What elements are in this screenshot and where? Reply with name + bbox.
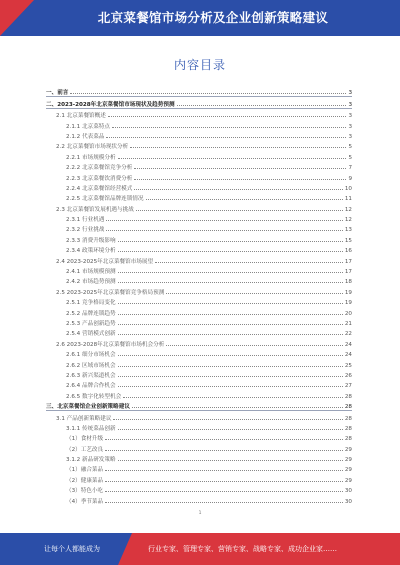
toc-dot-leader <box>177 104 347 106</box>
toc-entry-page: 28 <box>344 436 352 443</box>
toc-entry-title: （2）工艺改良 <box>66 446 104 453</box>
toc-entry[interactable] <box>46 411 352 421</box>
toc-entry[interactable] <box>46 223 352 233</box>
toc-entry-title: （1）食材升级 <box>66 436 104 443</box>
toc-entry[interactable] <box>46 161 352 171</box>
toc-entry[interactable] <box>46 494 352 504</box>
toc-entry[interactable] <box>46 369 352 379</box>
toc-dot-leader <box>123 396 343 398</box>
toc-entry-title: 2.3.3 消费升级影响 <box>66 237 116 244</box>
toc-entry-title: 2.5.1 竞争格局变化 <box>66 300 116 307</box>
toc-dot-leader <box>118 333 343 335</box>
toc-entry-title: 2.6 2023-2028年北京菜餐馆市场机会分析 <box>56 341 165 348</box>
toc-entry-page: 3 <box>348 123 352 130</box>
toc-dot-leader <box>118 385 343 387</box>
toc-entry-title: 3.1.1 传统菜品创新 <box>66 425 116 432</box>
toc-entry-page: 19 <box>344 300 352 307</box>
toc-entry[interactable] <box>46 337 352 347</box>
toc-dot-leader <box>134 178 346 180</box>
toc-entry-page: 9 <box>348 175 352 182</box>
toc-dot-leader <box>105 449 343 451</box>
toc-entry-title: 2.5.3 产品创新趋势 <box>66 320 116 327</box>
toc-entry-title: 2.6.3 新兴渠道机会 <box>66 372 116 379</box>
toc-dot-leader <box>118 250 343 252</box>
toc-entry-title: 2.6.2 区域市场机会 <box>66 362 116 369</box>
toc-entry[interactable] <box>46 285 352 295</box>
toc-entry-title: 2.3.4 政策环境分析 <box>66 248 116 255</box>
toc-dot-leader <box>118 313 343 315</box>
toc-dot-leader <box>105 501 343 503</box>
toc-entry[interactable] <box>46 306 352 316</box>
toc-dot-leader <box>118 302 343 304</box>
toc-entry[interactable] <box>46 109 352 119</box>
toc-entry-title: 2.6.4 品牌合作机会 <box>66 383 116 390</box>
toc-dot-leader <box>105 469 343 471</box>
table-of-contents <box>46 86 352 505</box>
toc-entry-title: 二、2023-2028年北京菜餐馆市场现状及趋势预测 <box>46 101 175 108</box>
toc-dot-leader <box>132 406 343 408</box>
toc-entry[interactable] <box>46 432 352 442</box>
toc-entry[interactable] <box>46 442 352 452</box>
toc-entry-page: 3 <box>348 113 352 120</box>
toc-entry-title: 2.1.2 代表菜品 <box>66 133 105 140</box>
toc-dot-leader <box>108 115 347 117</box>
footer-blue-band <box>0 533 132 565</box>
toc-entry-page: 10 <box>344 185 352 192</box>
toc-dot-leader <box>113 418 342 420</box>
toc-entry[interactable] <box>46 463 352 473</box>
page-footer <box>0 533 400 565</box>
toc-entry-title: （2）健康菜品 <box>66 477 104 484</box>
toc-entry-page: 29 <box>344 457 352 464</box>
toc-dot-leader <box>118 354 343 356</box>
toc-entry[interactable] <box>46 171 352 181</box>
toc-entry-title: 2.2.2 北京菜餐馆竞争分析 <box>66 165 133 172</box>
toc-entry-title: 2.2 北京菜餐馆市场现状分析 <box>56 144 129 151</box>
toc-dot-leader <box>70 92 346 94</box>
toc-entry-page: 28 <box>344 393 352 400</box>
toc-entry[interactable] <box>46 202 352 212</box>
toc-entry-title: （3）特色小吃 <box>66 488 104 495</box>
toc-dot-leader <box>118 281 343 283</box>
toc-entry-title: 一、前言 <box>46 90 69 97</box>
header-red-accent <box>0 0 34 36</box>
toc-entry-title: 2.2.3 北京菜餐饮消费分析 <box>66 175 133 182</box>
toc-dot-leader <box>106 229 342 231</box>
toc-entry-page: 11 <box>344 196 352 203</box>
toc-entry-page: 16 <box>344 248 352 255</box>
toc-dot-leader <box>118 323 343 325</box>
toc-entry-page: 28 <box>344 425 352 432</box>
toc-entry[interactable] <box>46 182 352 192</box>
toc-entry-title: 2.5 2023-2025年北京菜餐馆竞争格局预测 <box>56 289 165 296</box>
toc-dot-leader <box>118 157 347 159</box>
toc-entry[interactable] <box>46 296 352 306</box>
toc-entry-page: 24 <box>344 341 352 348</box>
toc-entry-title: 2.2.1 市场规模分析 <box>66 154 116 161</box>
toc-entry-page: 5 <box>348 144 352 151</box>
toc-entry[interactable] <box>46 97 352 108</box>
toc-dot-leader <box>166 292 343 294</box>
toc-entry-page: 28 <box>344 404 352 411</box>
toc-entry[interactable] <box>46 358 352 368</box>
toc-entry[interactable] <box>46 453 352 463</box>
toc-entry[interactable] <box>46 130 352 140</box>
toc-entry-title: （1）融合菜品 <box>66 467 104 474</box>
toc-entry-page: 17 <box>344 269 352 276</box>
toc-entry[interactable] <box>46 213 352 223</box>
toc-dot-leader <box>105 490 343 492</box>
toc-entry-page: 3 <box>348 90 352 97</box>
toc-dot-leader <box>134 188 343 190</box>
toc-entry[interactable] <box>46 265 352 275</box>
toc-dot-leader <box>118 428 343 430</box>
toc-entry-page: 3 <box>348 133 352 140</box>
toc-entry-title: 3.1 产品创新策略建议 <box>56 415 112 422</box>
toc-entry[interactable] <box>46 86 352 97</box>
toc-entry-title: 2.5.4 营销模式创新 <box>66 331 116 338</box>
toc-dot-leader <box>105 480 343 482</box>
toc-dot-leader <box>118 365 343 367</box>
toc-entry-page: 25 <box>344 362 352 369</box>
toc-entry[interactable] <box>46 327 352 337</box>
toc-entry[interactable] <box>46 244 352 254</box>
toc-entry-page: 29 <box>344 446 352 453</box>
footer-slogan-right: 行业专家、管理专家、营销专家、战略专家、成功企业家…… <box>148 545 337 553</box>
toc-entry-page: 12 <box>344 217 352 224</box>
toc-entry[interactable] <box>46 484 352 494</box>
toc-dot-leader <box>106 136 346 138</box>
toc-dot-leader <box>105 438 343 440</box>
toc-entry-page: 13 <box>344 227 352 234</box>
toc-entry-page: 26 <box>344 372 352 379</box>
toc-entry[interactable] <box>46 254 352 264</box>
toc-entry-page: 18 <box>344 279 352 286</box>
footer-slogan-left: 让每个人都能成为 <box>44 545 100 553</box>
toc-heading: 内容目录 <box>173 58 226 72</box>
toc-entry-title: 2.3.2 行业挑战 <box>66 227 105 234</box>
toc-entry-title: 2.6.5 数字化转型机会 <box>66 393 122 400</box>
toc-entry-title: 2.2.5 北京菜餐馆品牌连锁情况 <box>66 196 144 203</box>
toc-entry-page: 15 <box>344 237 352 244</box>
toc-entry[interactable] <box>46 379 352 389</box>
toc-entry[interactable] <box>46 317 352 327</box>
toc-entry-page: 29 <box>344 467 352 474</box>
toc-dot-leader <box>146 198 343 200</box>
toc-dot-leader <box>118 459 343 461</box>
page-number: 1 <box>198 511 202 516</box>
page-header <box>0 0 400 36</box>
toc-entry[interactable] <box>46 150 352 160</box>
toc-dot-leader <box>118 271 343 273</box>
toc-entry-page: 7 <box>348 165 352 172</box>
toc-entry-title: 2.4.1 市场规模预测 <box>66 269 116 276</box>
toc-entry[interactable] <box>46 422 352 432</box>
toc-entry-title: 2.3.1 行业机遇 <box>66 217 105 224</box>
toc-entry-page: 19 <box>344 289 352 296</box>
toc-dot-leader <box>118 375 343 377</box>
toc-dot-leader <box>166 344 343 346</box>
toc-entry-page: 12 <box>344 206 352 213</box>
toc-entry-page: 21 <box>344 320 352 327</box>
toc-entry-title: 2.4 2023-2025年北京菜餐馆市场展望 <box>56 258 154 265</box>
toc-entry-page: 17 <box>344 258 352 265</box>
toc-entry-page: 3 <box>348 101 352 108</box>
toc-entry-page: 20 <box>344 310 352 317</box>
toc-entry[interactable] <box>46 348 352 358</box>
toc-entry[interactable] <box>46 275 352 285</box>
toc-entry[interactable] <box>46 400 352 411</box>
toc-dot-leader <box>136 209 343 211</box>
toc-entry-title: 2.1.1 北京菜特点 <box>66 123 110 130</box>
toc-entry[interactable] <box>46 140 352 150</box>
toc-entry-page: 28 <box>344 415 352 422</box>
toc-entry[interactable] <box>46 192 352 202</box>
toc-entry-title: 2.4.2 市场趋势预测 <box>66 279 116 286</box>
toc-entry-page: 22 <box>344 331 352 338</box>
toc-dot-leader <box>155 261 343 263</box>
toc-dot-leader <box>118 240 343 242</box>
toc-entry-title: 2.3 北京菜餐馆发展机遇与挑战 <box>56 206 134 213</box>
toc-dot-leader <box>134 167 346 169</box>
toc-entry-page: 30 <box>344 498 352 505</box>
document-title: 北京菜餐馆市场分析及企业创新策略建议 <box>97 10 329 25</box>
toc-entry[interactable] <box>46 389 352 399</box>
toc-entry-page: 24 <box>344 352 352 359</box>
toc-entry-title: 2.5.2 品牌连锁趋势 <box>66 310 116 317</box>
toc-entry-page: 29 <box>344 477 352 484</box>
toc-entry-title: 2.6.1 细分市场机会 <box>66 352 116 359</box>
toc-entry-title: 3.1.2 新品研发策略 <box>66 457 116 464</box>
toc-entry-title: 2.2.4 北京菜餐馆经营模式 <box>66 185 133 192</box>
toc-dot-leader <box>130 146 346 148</box>
toc-entry-title: 三、北京菜餐馆企业创新策略建议 <box>46 404 130 411</box>
toc-entry-page: 27 <box>344 383 352 390</box>
toc-dot-leader <box>106 219 342 221</box>
toc-dot-leader <box>112 126 346 128</box>
toc-entry-title: （4）季节菜品 <box>66 498 104 505</box>
toc-entry[interactable] <box>46 233 352 243</box>
toc-entry-page: 30 <box>344 488 352 495</box>
toc-entry-page: 5 <box>348 154 352 161</box>
toc-entry-title: 2.1 北京菜餐馆概述 <box>56 113 106 120</box>
toc-entry[interactable] <box>46 473 352 483</box>
toc-entry[interactable] <box>46 119 352 129</box>
